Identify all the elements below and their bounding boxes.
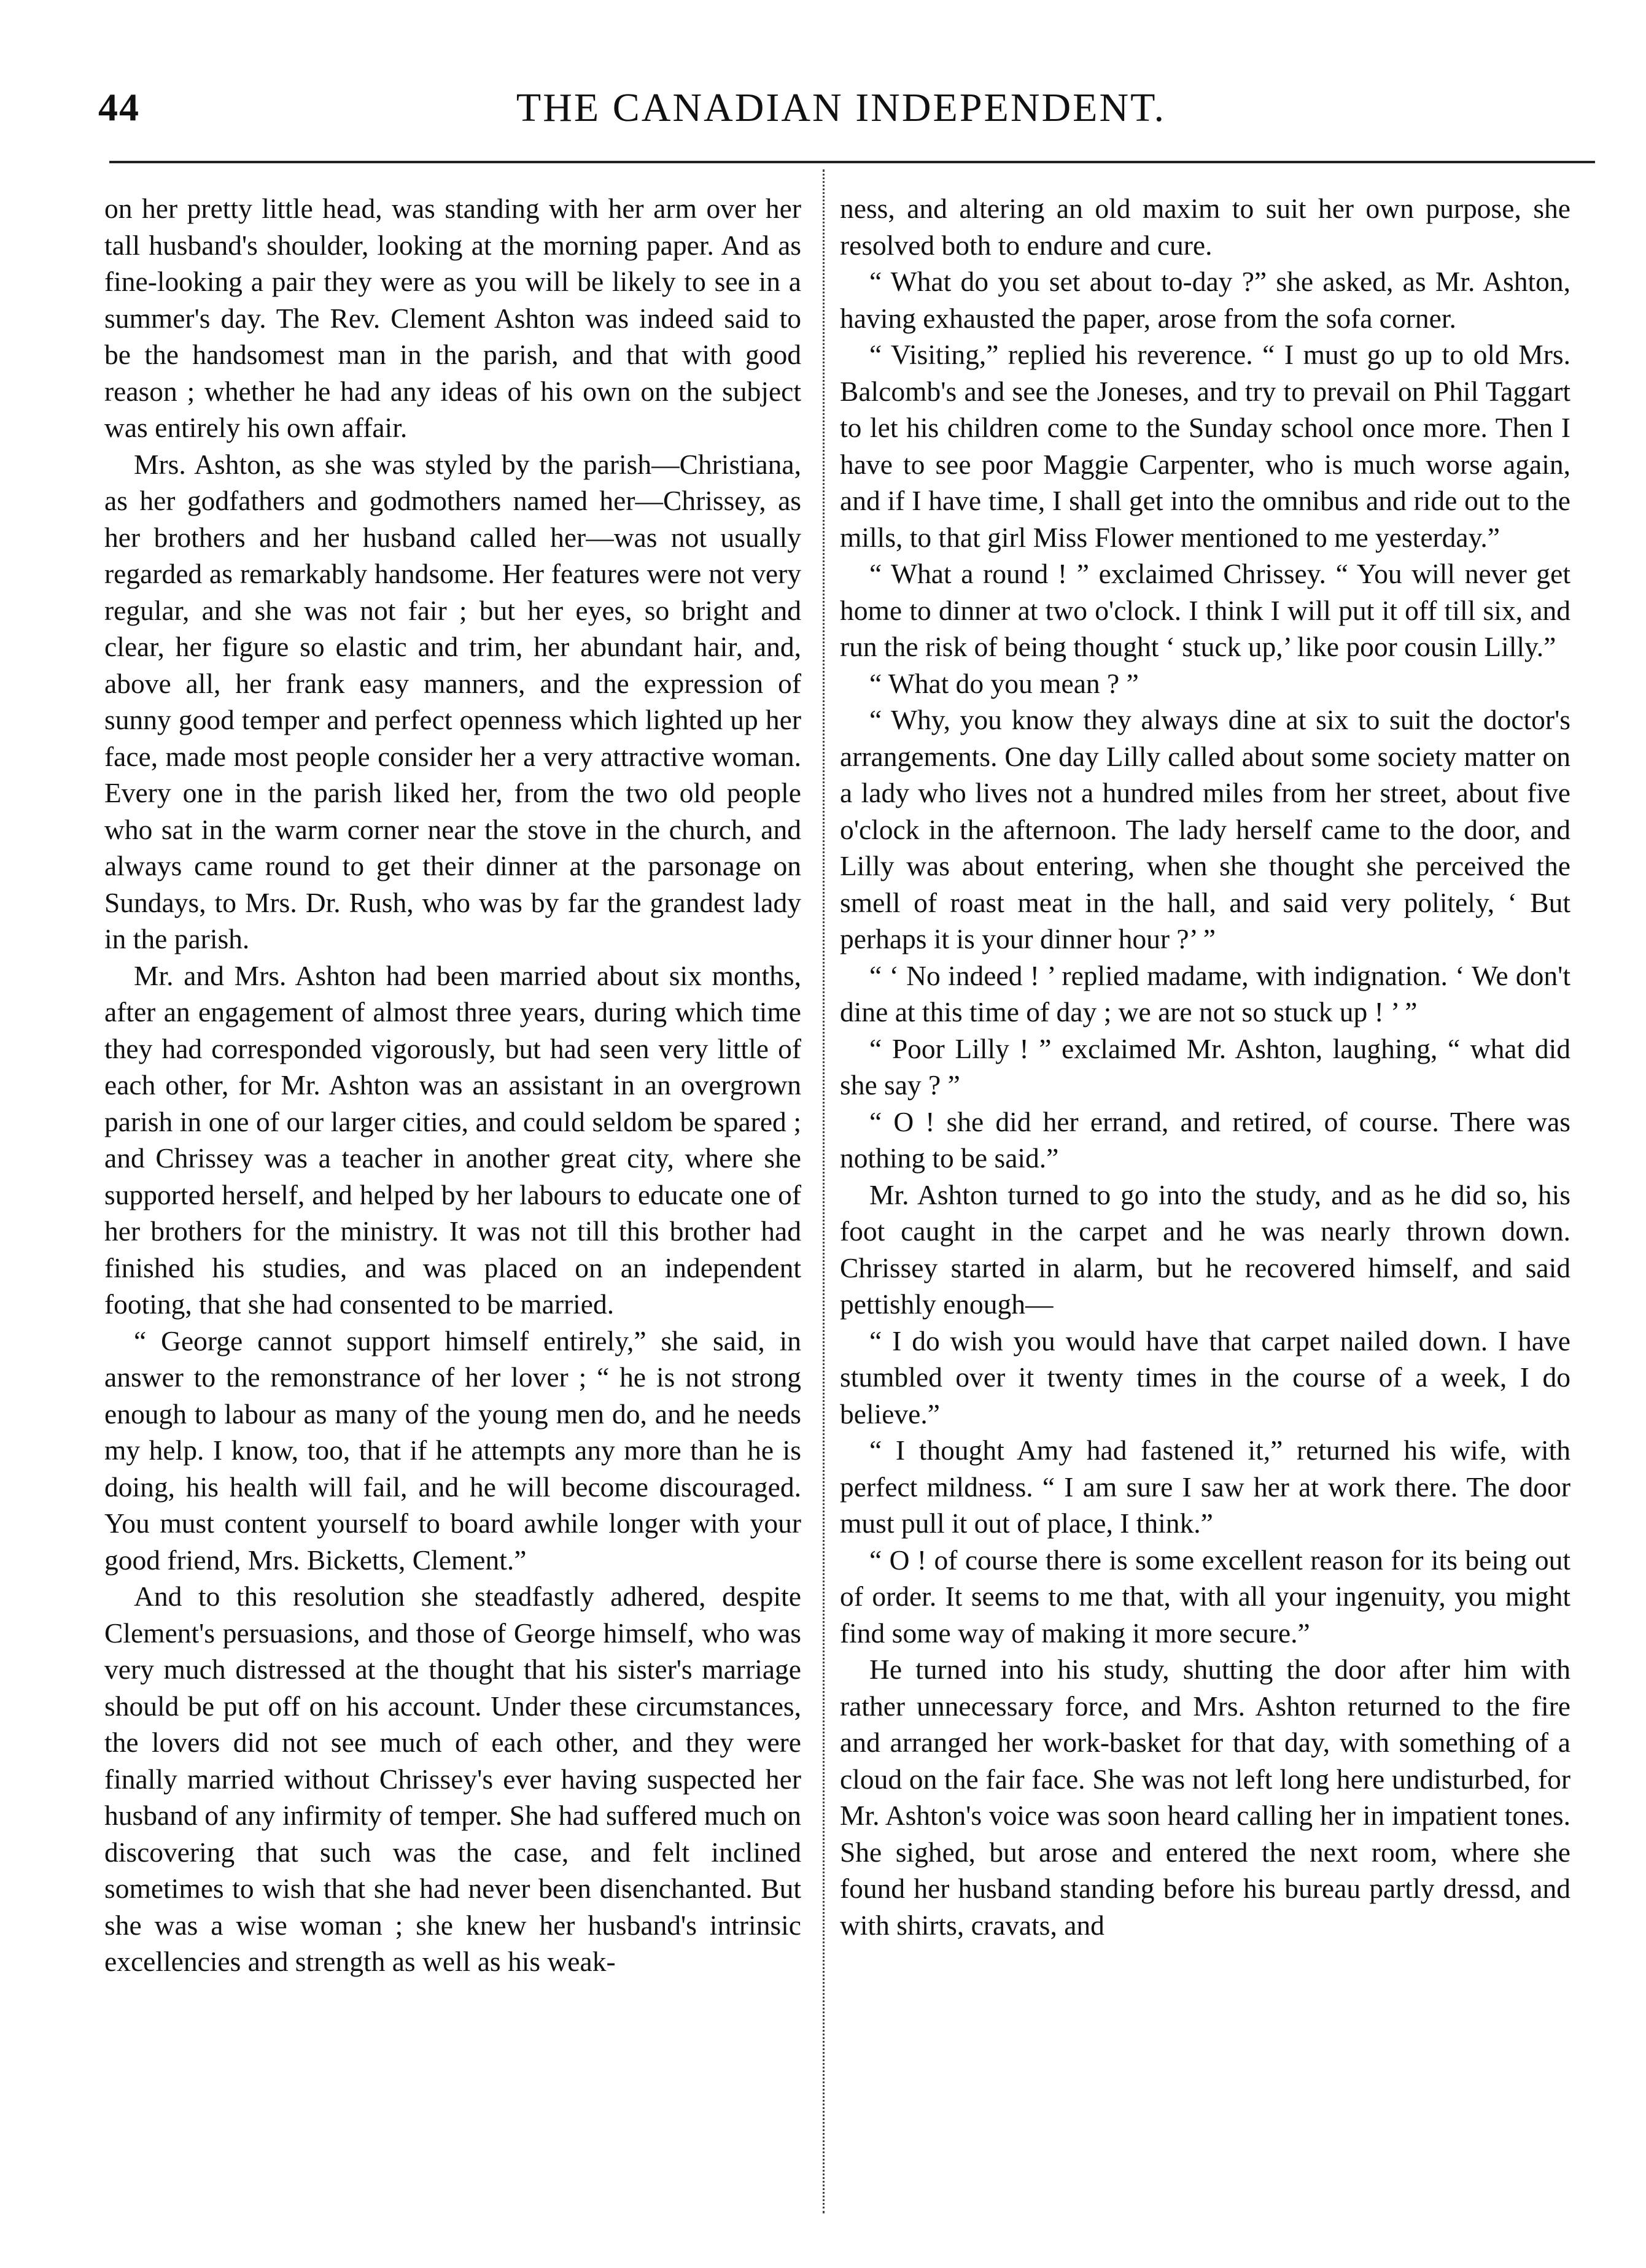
paragraph: “ George cannot support himself entirely,” she said, in answer to the remonstrance of her lover ; “ he is not strong enough to labour as many of the young men do, and he needs my help. I know, too, that if he attempts any more than he is doing, his health will fail, and he will become discouraged. You must content yourself to board awhile longer with your good friend, Mrs. Bicketts, Clement.” xyxy=(104,1325,801,1576)
paragraph: “ ‘ No indeed ! ’ replied madame, with indignation. ‘ We don't dine at this time of day ; we are not so stuck up ! ’ ” xyxy=(840,959,1570,1028)
paragraph: ness, and altering an old maxim to suit her own purpose, she resolved both to endure and cure. xyxy=(840,193,1570,261)
paragraph: “ What do you set about to-day ?” she asked, as Mr. Ashton, having exhausted the paper, arose from the sofa corner. xyxy=(840,266,1570,334)
header-rule xyxy=(109,161,1595,163)
paragraph: “ O ! she did her errand, and retired, of course. There was nothing to be said.” xyxy=(840,1105,1570,1174)
paragraph: on her pretty little head, was standing with her arm over her tall husband's shoulder, looking at the morning paper. And as fine-looking a pair they were as you will be likely to see in a summer's day. The Rev. Clement Ashton was indeed said to be the handsomest man in the parish, and that with good reason ; whether he had any ideas of his own on the subject was entirely his own affair. xyxy=(104,193,801,443)
paragraph: Mr. Ashton turned to go into the study, and as he did so, his foot caught in the carpet and he was nearly thrown down. Chrissey started in alarm, but he recovered himself, and said pettishly enough— xyxy=(840,1179,1570,1320)
paragraph: He turned into his study, shutting the door after him with rather unnecessary force, and Mrs. Ashton returned to the fire and arranged her work-basket for that day, with something of a cloud on the fair face. She was not left long here undisturbed, for Mr. Ashton's voice was soon heard calling her in impatient tones. She sighed, but arose and entered the next room, where she found her husband standing before his bureau partly dressd, and with shirts, cravats, and xyxy=(840,1654,1570,1941)
journal-title: THE CANADIAN INDEPENDENT. xyxy=(516,85,1167,130)
paragraph: Mr. and Mrs. Ashton had been married about six months, after an engagement of almost three years, during which time they had corresponded vigorously, but had seen very little of each other, for Mr. Ashton was an assistant in an overgrown parish in one of our larger cities, and could seldom be spared ; and Chrissey was a teacher in another great city, where she supported herself, and helped by her labours to educate one of her brothers for the ministry. It was not till this brother had finished his studies, and was placed on an independent footing, that she had consented to be married. xyxy=(104,959,801,1320)
paragraph: “ Why, you know they always dine at six to suit the doctor's arrangements. One day Lilly called about some society matter on a lady who lives not a hundred miles from her street, about five o'clock in the afternoon. The lady herself came to the door, and Lilly was about entering, when she thought she perceived the smell of roast meat in the hall, and said very politely, ‘ But perhaps it is your dinner hour ?’ ” xyxy=(840,704,1570,954)
page-number: 44 xyxy=(98,85,140,129)
right-column xyxy=(840,190,1570,2228)
paragraph: “ What a round ! ” exclaimed Chrissey. “ You will never get home to dinner at two o'clock. I think I will put it off till six, and run the risk of being thought ‘ stuck up,’ like poor cousin Lilly.” xyxy=(840,558,1570,662)
left-column xyxy=(104,190,801,2228)
paragraph: “ O ! of course there is some excellent reason for its being out of order. It seems to me that, with all your ingenuity, you might find some way of making it more secure.” xyxy=(840,1544,1570,1649)
paragraph: “ I thought Amy had fastened it,” returned his wife, with perfect mildness. “ I am sure I saw her at work there. The door must pull it out of place, I think.” xyxy=(840,1434,1570,1539)
paragraph: “ Poor Lilly ! ” exclaimed Mr. Ashton, laughing, “ what did she say ? ” xyxy=(840,1032,1570,1101)
paragraph: “ I do wish you would have that carpet nailed down. I have stumbled over it twenty times in the course of a week, I do believe.” xyxy=(840,1325,1570,1430)
paragraph: “ What do you mean ? ” xyxy=(869,667,1139,699)
paragraph: “ Visiting,” replied his reverence. “ I must go up to old Mrs. Balcomb's and see the Joneses, and try to prevail on Phil Taggart to let his children come to the Sunday school once more. Then I have to see poor Maggie Carpenter, who is much worse again, and if I have time, I shall get into the omnibus and ride out to the mills, to that girl Miss Flower mentioned to me yesterday.” xyxy=(840,339,1570,553)
page-header xyxy=(98,85,1584,146)
column-divider xyxy=(823,169,825,2213)
paragraph: Mrs. Ashton, as she was styled by the parish—Christiana, as her godfathers and godmothers named her—Chrissey, as her brothers and her husband called her—was not usually regarded as remarkably handsome. Her features were not very regular, and she was not fair ; but her eyes, so bright and clear, her figure so elastic and trim, her abundant hair, and, above all, her frank easy manners, and the expression of sunny good temper and perfect openness which lighted up her face, made most people consider her a very attractive woman. Every one in the parish liked her, from the two old people who sat in the warm corner near the stove in the church, and always came round to get their dinner at the parsonage on Sundays, to Mrs. Dr. Rush, who was by far the grandest lady in the parish. xyxy=(104,448,801,954)
paragraph: And to this resolution she steadfastly adhered, despite Clement's persuasions, and those of George himself, who was very much distressed at the thought that his sister's marriage should be put off on his account. Under these circumstances, the lovers did not see much of each other, and they were finally married without Chrissey's ever having suspected her husband of any infirmity of temper. She had suffered much on discovering that such was the case, and felt inclined sometimes to wish that she had never been disenchanted. But she was a wise woman ; she knew her husband's intrinsic excellencies and strength as well as his weak- xyxy=(104,1581,801,1977)
